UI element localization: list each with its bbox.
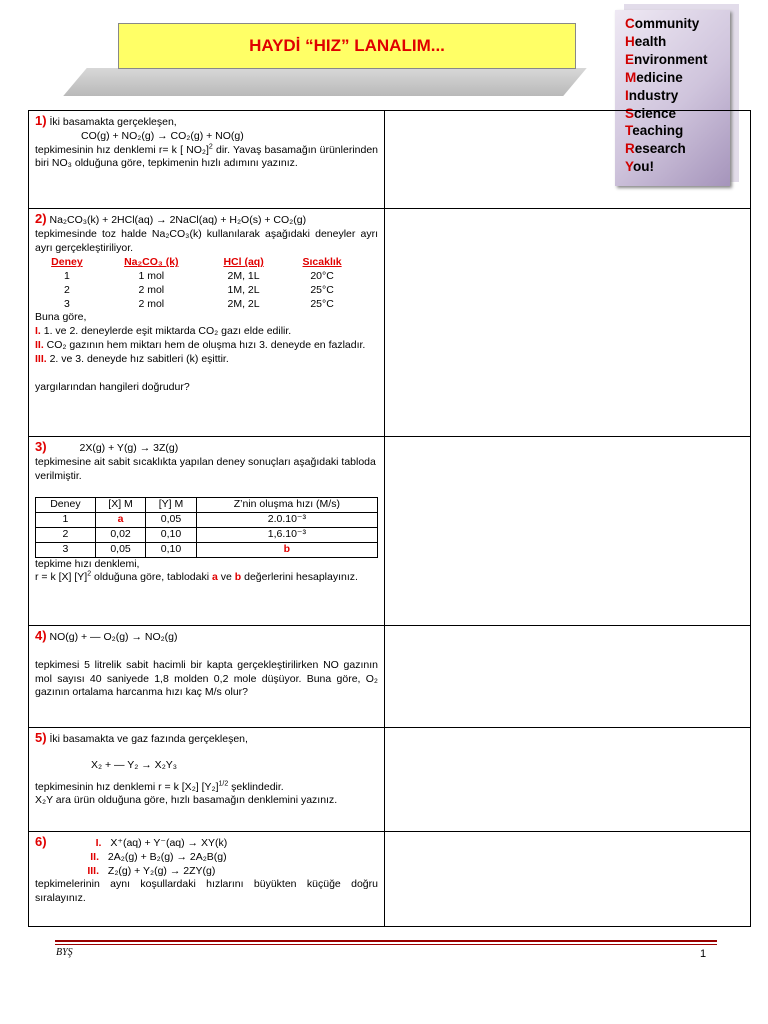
answer-cell-6[interactable] (385, 832, 751, 927)
reaction-equation: X₂ + — Y₂ → X₂Y₃ (91, 758, 178, 771)
footer-initials: BYŞ (56, 947, 73, 958)
page-number: 1 (700, 948, 707, 960)
reaction-equation: X⁺(aq) + Y⁻(aq) → XY(k) (110, 837, 228, 849)
question-intro: tepkimesine ait sabit sıcaklıkta yapılan deney sonuçları aşağıdaki tabloda verilmiştir. (35, 455, 376, 482)
question-row-5 (29, 728, 751, 832)
table-header: HCl (aq) (223, 256, 264, 269)
table-header: Z’nin oluşma hızı (M/s) (196, 498, 377, 513)
acronym-word: Environment (625, 51, 708, 67)
answer-cell-4[interactable] (385, 626, 751, 728)
acronym-word: Research (625, 141, 686, 157)
reaction-equation: 2X(g) + Y(g) → 3Z(g) (79, 442, 179, 454)
data-table (35, 497, 378, 557)
question-row-6 (29, 832, 751, 927)
reaction-equation: Na₂CO₃(k) + 2HCl(aq) → 2NaCl(aq) + H₂O(s) + CO₂(g) (49, 214, 307, 226)
acronym-word: Community (625, 16, 700, 31)
question-number: 6) (35, 834, 47, 849)
page-title (118, 23, 576, 69)
experiment-table (35, 255, 361, 311)
footer-rule-thin (55, 944, 717, 945)
reaction-equation: CO(g) + NO₂(g) → CO₂(g) + NO(g) (81, 129, 244, 142)
answer-cell-3[interactable] (385, 437, 751, 626)
answer-cell-2[interactable] (385, 209, 751, 437)
acronym-word: Health (625, 33, 667, 49)
question-row-2 (29, 209, 751, 437)
question-intro: İki basamakta ve gaz fazında gerçekleşen, (49, 733, 248, 745)
questions-table (28, 110, 751, 927)
question-text: r = k [X] $[Y]^2$ olduğuna göre, tablodaki a ve b değerlerini hesaplayınız. (35, 570, 358, 584)
question-intro: tepkimesinde toz halde Na₂CO₃(k) kullanılarak aşağıdaki deneyler ayrı ayrı gerçekleştiriliyor. (35, 227, 378, 254)
question-number: 3) (35, 439, 47, 454)
question-number: 2) (35, 211, 47, 226)
question-intro: İki basamakta gerçekleşen, (49, 116, 177, 128)
question-number: 1) (35, 113, 47, 128)
acronym-word: Science (625, 105, 677, 121)
question-row-1 (29, 111, 751, 209)
question-text: tepkimesi 5 litrelik sabit hacimli bir kapta gerçekleştirilirken NO gazının mol sayısı 40 saniyede 1,8 molden 0,2 mole düşüyor. Buna göre, O₂ gazının ortalama harcanma hızı kaç M/s olur? (35, 658, 378, 699)
table-header: Deney (36, 498, 96, 513)
acronym-word: Medicine (625, 69, 683, 85)
title-shadow (63, 68, 586, 96)
question-prompt: yargılarından hangileri doğrudur? (35, 380, 190, 393)
reaction-equation: 2A₂(g) + B₂(g) → 2A₂B(g) (107, 850, 227, 863)
question-text: tepkimesinin hız denklemi r= k [ NO₂]$^2$ dir. Yavaş basamağın ürünlerinden biri NO₃ olduğuna göre, tepkimenin hızlı adımını yazınız. (35, 143, 379, 170)
question-5 (29, 728, 385, 832)
table-header: [Y] M (146, 498, 196, 513)
question-text: tepkime hızı denklemi, (35, 557, 140, 570)
footer-rule (55, 940, 717, 942)
table-row: 3 0,05 0,10 b (36, 542, 378, 557)
question-4 (29, 626, 385, 728)
answer-cell-5[interactable] (385, 728, 751, 832)
question-lead: Buna göre, (35, 311, 87, 324)
acronym-word: Industry (625, 87, 679, 103)
table-header: Deney (51, 256, 83, 269)
page-title-text: HAYDİ “HIZ” LANALIM... (249, 36, 445, 55)
question-text: tepkimelerinin aynı koşullardaki hızlarını büyükten küçüğe doğru sıralayınız. (35, 878, 378, 905)
question-row-4 (29, 626, 751, 728)
question-2 (29, 209, 385, 437)
answer-cell-1[interactable] (385, 111, 751, 209)
table-header: Sıcaklık (302, 256, 342, 269)
acronym-word: You! (625, 159, 655, 175)
question-number: 4) (35, 628, 47, 643)
question-6: 6) I. X⁺(aq) + Y⁻(aq) → XY(k) II. 2A₂(g) + B₂(g) → 2A₂B(g) III. Z₂(g) + Y₂(g) → 2ZY(g) tepkimelerinin aynı koşullardaki hızlarını büyükten küçüğe doğru sıralayınız. (29, 832, 385, 927)
table-row: 2 2 mol 1M, 2L 25°C (63, 284, 334, 297)
question-text: tepkimesinin hız denklemi r = k [X₂] $[Y_2]^{1/2}$ şeklindedir. (35, 780, 284, 793)
reaction-equation: Z₂(g) + Y₂(g) → 2ZY(g) (107, 864, 216, 877)
table-header: [X] M (95, 498, 145, 513)
statement-2: II. CO₂ gazının hem miktarı hem de oluşma hızı 3. deneyde en fazladır. (35, 338, 366, 351)
question-row-3 (29, 437, 751, 626)
question-3 (29, 437, 385, 626)
statement-1: I. 1. ve 2. deneylerde eşit miktarda CO₂ gazı elde edilir. (35, 325, 292, 338)
acronym-word: Teaching (625, 123, 684, 139)
question-text: X₂Y ara ürün olduğuna göre, hızlı basamağın denklemini yazınız. (35, 794, 338, 807)
reaction-equation: NO(g) + — O₂(g) → NO₂(g) (49, 631, 178, 643)
table-row: 2 0,02 0,10 1,6.10⁻³ (36, 527, 378, 542)
question-1 (29, 111, 385, 209)
table-row: 1 a 0,05 2.0.10⁻³ (36, 513, 378, 528)
table-row: 3 2 mol 2M, 2L 25°C (63, 298, 334, 311)
question-number: 5) (35, 730, 47, 745)
table-header: Na₂CO₃ (k) (124, 256, 179, 269)
table-row: 1 1 mol 2M, 1L 20°C (63, 270, 334, 283)
statement-3: III. 2. ve 3. deneyde hız sabitleri (k) eşittir. (35, 352, 229, 365)
